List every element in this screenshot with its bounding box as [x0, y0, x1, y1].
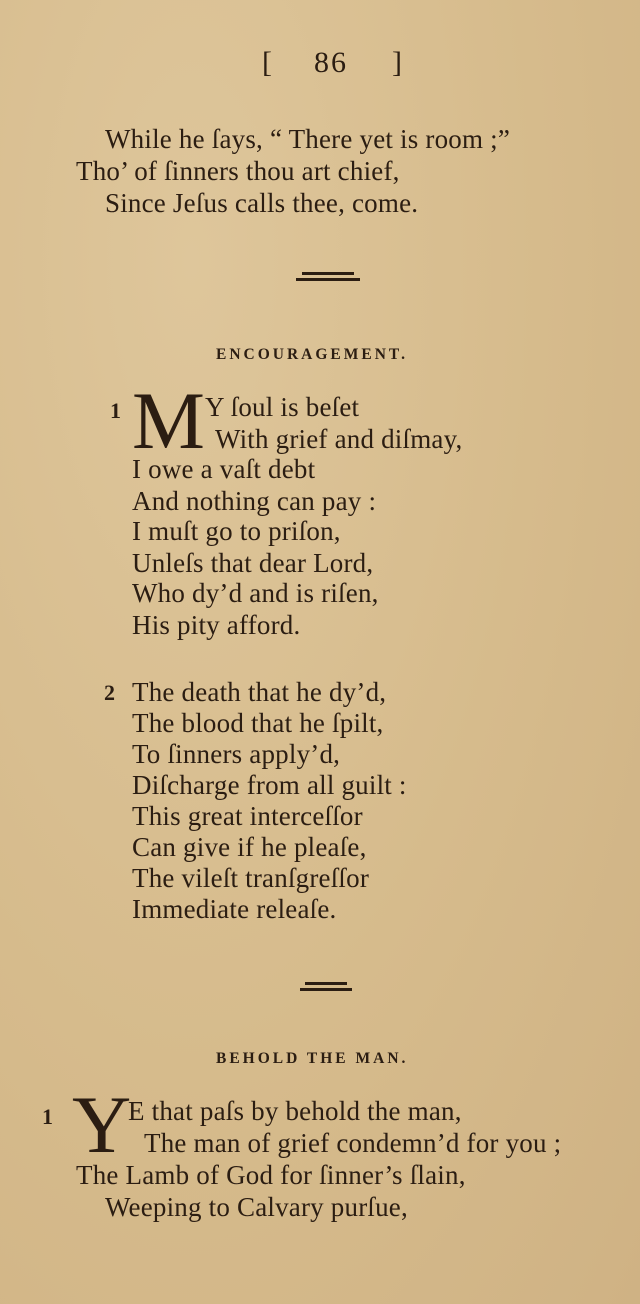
verse2-line-2: The blood that he ſpilt, [132, 708, 384, 738]
verse1-line-3: I owe a vaſt debt [132, 454, 316, 484]
verse1-line-6: Unleſs that dear Lord, [132, 548, 374, 578]
hymn2-line-3: The Lamb of God for ſinner’s ſlain, [76, 1160, 466, 1190]
section-divider [300, 982, 352, 992]
section-divider [296, 272, 360, 282]
verse2-line-8: Immediate releaſe. [132, 894, 337, 924]
hymn2-line-4: Weeping to Calvary purſue, [105, 1192, 408, 1222]
stanza-top-line-2: Tho’ of ſinners thou art chief, [76, 156, 400, 186]
page-number-bracket-left: [ [262, 46, 274, 79]
verse1-line-4: And nothing can pay : [132, 486, 377, 516]
verse2-line-6: Can give if he pleaſe, [132, 832, 367, 862]
verse1-line-2: With grief and diſmay, [215, 424, 463, 454]
page-number-bracket-right: ] [392, 46, 404, 79]
verse2-line-4: Diſcharge from all guilt : [132, 770, 407, 800]
hymn2-line-2: The man of grief condemn’d for you ; [144, 1128, 562, 1158]
verse-number-1: 1 [42, 1104, 53, 1129]
verse2-line-5: This great interceſſor [132, 801, 363, 831]
verse1-line-1: Y ſoul is beſet [205, 392, 360, 422]
verse1-line-7: Who dy’d and is riſen, [132, 578, 379, 608]
verse1-line-5: I muſt go to priſon, [132, 516, 341, 546]
verse2-line-1: The death that he dy’d, [132, 677, 387, 707]
verse2-line-3: To ſinners apply’d, [132, 739, 341, 769]
hymn2-line-1: E that paſs by behold the man, [128, 1096, 462, 1126]
drop-cap-y: Y [72, 1079, 132, 1170]
verse1-line-8: His pity afford. [132, 610, 301, 640]
verse-number-1: 1 [110, 398, 121, 423]
verse2-line-7: The vileſt tranſgreſſor [132, 863, 370, 893]
verse-number-2: 2 [104, 680, 115, 705]
hymn-title-encouragement: ENCOURAGEMENT. [216, 346, 408, 363]
stanza-top-line-1: While he ſays, “ There yet is room ;” [105, 124, 511, 154]
drop-cap-m: M [132, 375, 205, 466]
stanza-top-line-3: Since Jeſus calls thee, come. [105, 188, 419, 218]
hymn-title-behold-the-man: BEHOLD THE MAN. [216, 1050, 409, 1067]
page-number: 86 [314, 46, 348, 79]
